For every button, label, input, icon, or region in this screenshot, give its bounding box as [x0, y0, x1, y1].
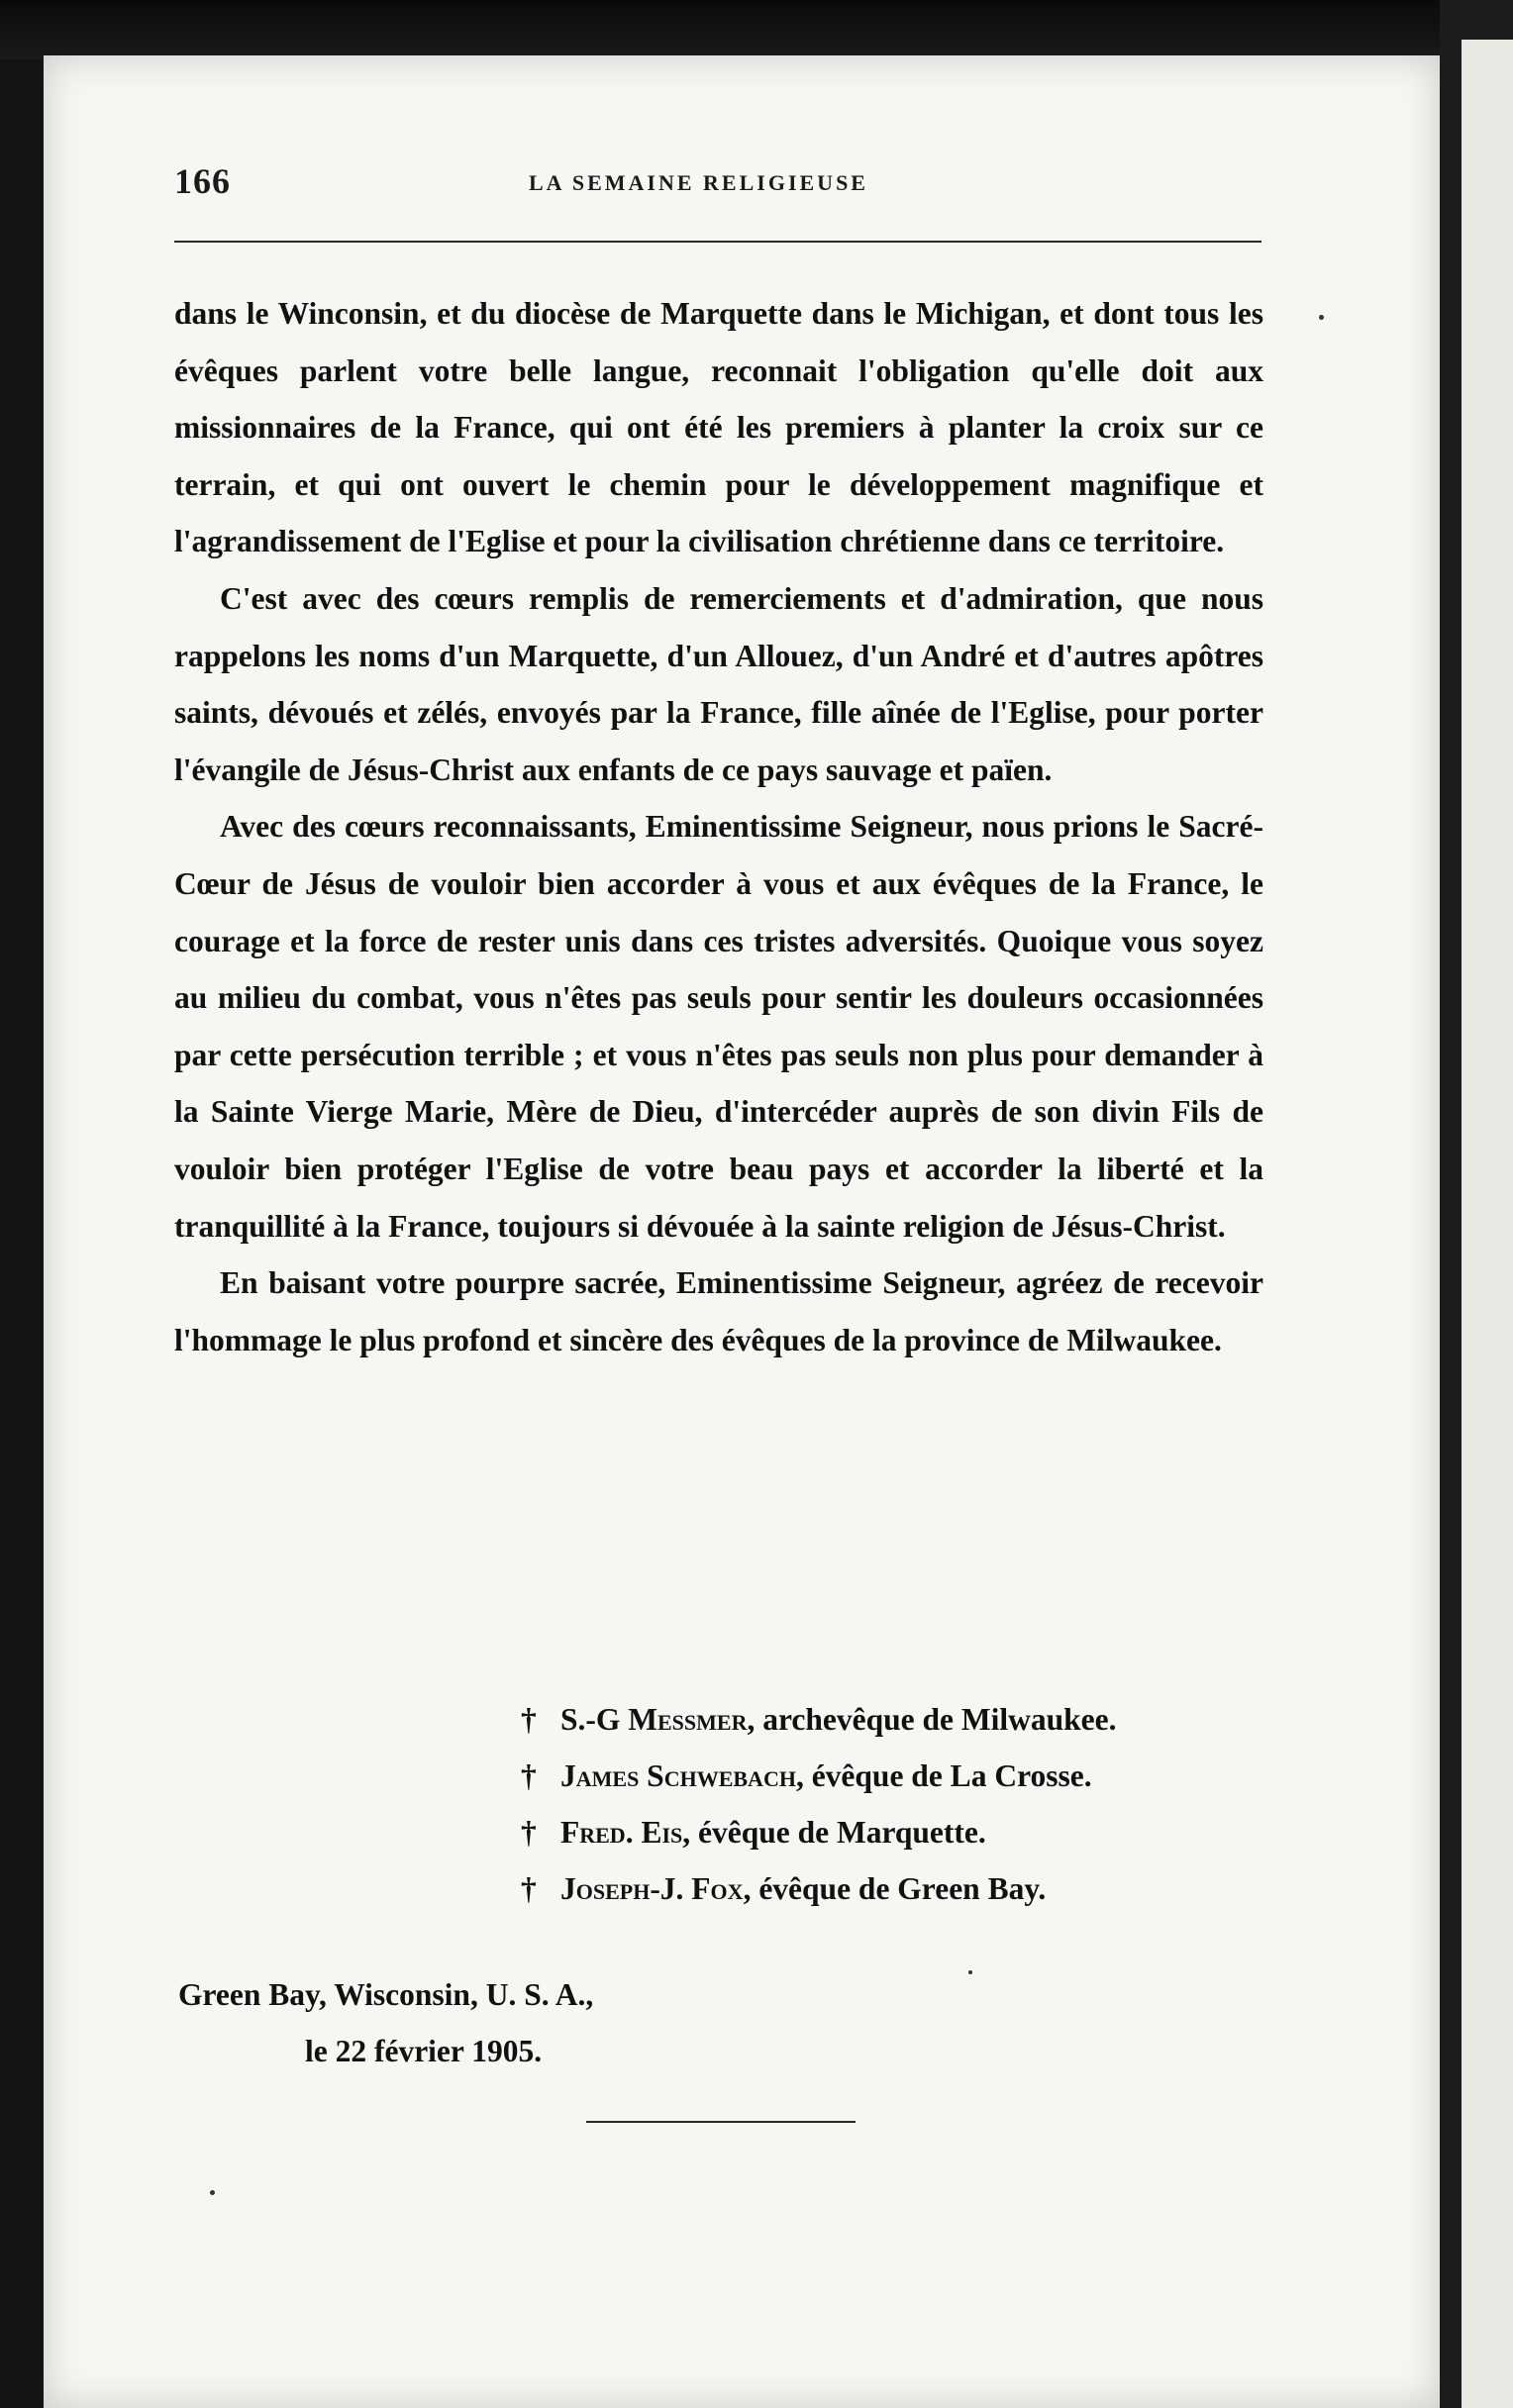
scan-speck	[968, 1970, 972, 1974]
scan-speck	[210, 2190, 215, 2195]
signatory-title: , évêque de Green Bay.	[743, 1871, 1047, 1906]
scan-speck	[1319, 315, 1324, 320]
dagger-mark: †	[521, 1871, 537, 1906]
paragraph-4: En baisant votre pourpre sacrée, Eminentissime Seigneur, agréez de recevoir l'hommage le plus profond et sincère des évêques de la province de Milwaukee.	[174, 1265, 1263, 1357]
signatory-name: Fred. Eis	[560, 1815, 683, 1850]
page-number: 166	[174, 161, 231, 201]
paragraph-3: Avec des cœurs reconnaissants, Eminentissime Seigneur, nous prions le Sacré-Cœur de Jésus de vouloir bien accorder à vous et aux évêques de la France, le courage et la force de rester unis dans ces tristes adversités. Quoique vous soyez au milieu du combat, vous n'êtes pas seuls pour sentir les douleurs occasionnées par cette persécution terrible ; et vous n'êtes pas seuls non plus pour demander à la Sainte Vierge Marie, Mère de Dieu, d'intercéder auprès de son divin Fils de vouloir bien protéger l'Eglise de votre beau pays et accorder la liberté et la tranquillité à la France, toujours si dévouée à la sainte religion de Jésus-Christ.	[174, 809, 1263, 1244]
signatory-title: , évêque de La Crosse.	[795, 1758, 1092, 1793]
signature-block	[521, 1691, 1273, 1917]
signature-line	[521, 1691, 1273, 1748]
running-title: LA SEMAINE RELIGIEUSE	[529, 170, 868, 195]
closing-rule	[586, 2121, 856, 2123]
paragraph-1: dans le Winconsin, et du diocèse de Marquette dans le Michigan, et dont tous les évêques parlent votre belle langue, reconnait l'obligation qu'elle doit aux missionnaires de la France, qui ont été les premiers à planter la croix sur ce terrain, et qui ont ouvert le chemin pour le développement magnifique et l'agrandissement de l'Eglise et pour la civilisation chrétienne dans ce territoire.	[174, 296, 1263, 559]
signatory-title: , archevêque de Milwaukee.	[747, 1702, 1117, 1737]
running-header	[129, 160, 1267, 200]
closing-date: le 22 février 1905.	[305, 2034, 543, 2068]
signatory-name: Joseph-J. Fox	[560, 1871, 744, 1906]
signatory-title: , évêque de Marquette.	[682, 1815, 986, 1850]
header-rule	[174, 241, 1261, 243]
adjacent-page-edge	[1462, 40, 1513, 2408]
signatory-name: S.-G Messmer	[560, 1702, 748, 1737]
signature-line	[521, 1748, 1273, 1804]
dagger-mark: †	[521, 1702, 537, 1737]
scan-top-border	[0, 0, 1513, 59]
dagger-mark: †	[521, 1758, 537, 1793]
paragraph-2: C'est avec des cœurs remplis de remerciements et d'admiration, que nous rappelons les noms d'un Marquette, d'un Allouez, d'un André et d'autres apôtres saints, dévoués et zélés, envoyés par la France, fille aînée de l'Eglise, pour porter l'évangile de Jésus-Christ aux enfants de ce pays sauvage et païen.	[174, 580, 1263, 787]
signature-line	[521, 1804, 1273, 1860]
signature-line	[521, 1860, 1273, 1917]
closing-place: Green Bay, Wisconsin, U. S. A.,	[178, 1977, 594, 2012]
adjacent-page-strip	[1440, 0, 1513, 2408]
dagger-mark: †	[521, 1815, 537, 1850]
signatory-name: James Schwebach	[560, 1758, 796, 1793]
body-text	[174, 285, 1263, 1368]
